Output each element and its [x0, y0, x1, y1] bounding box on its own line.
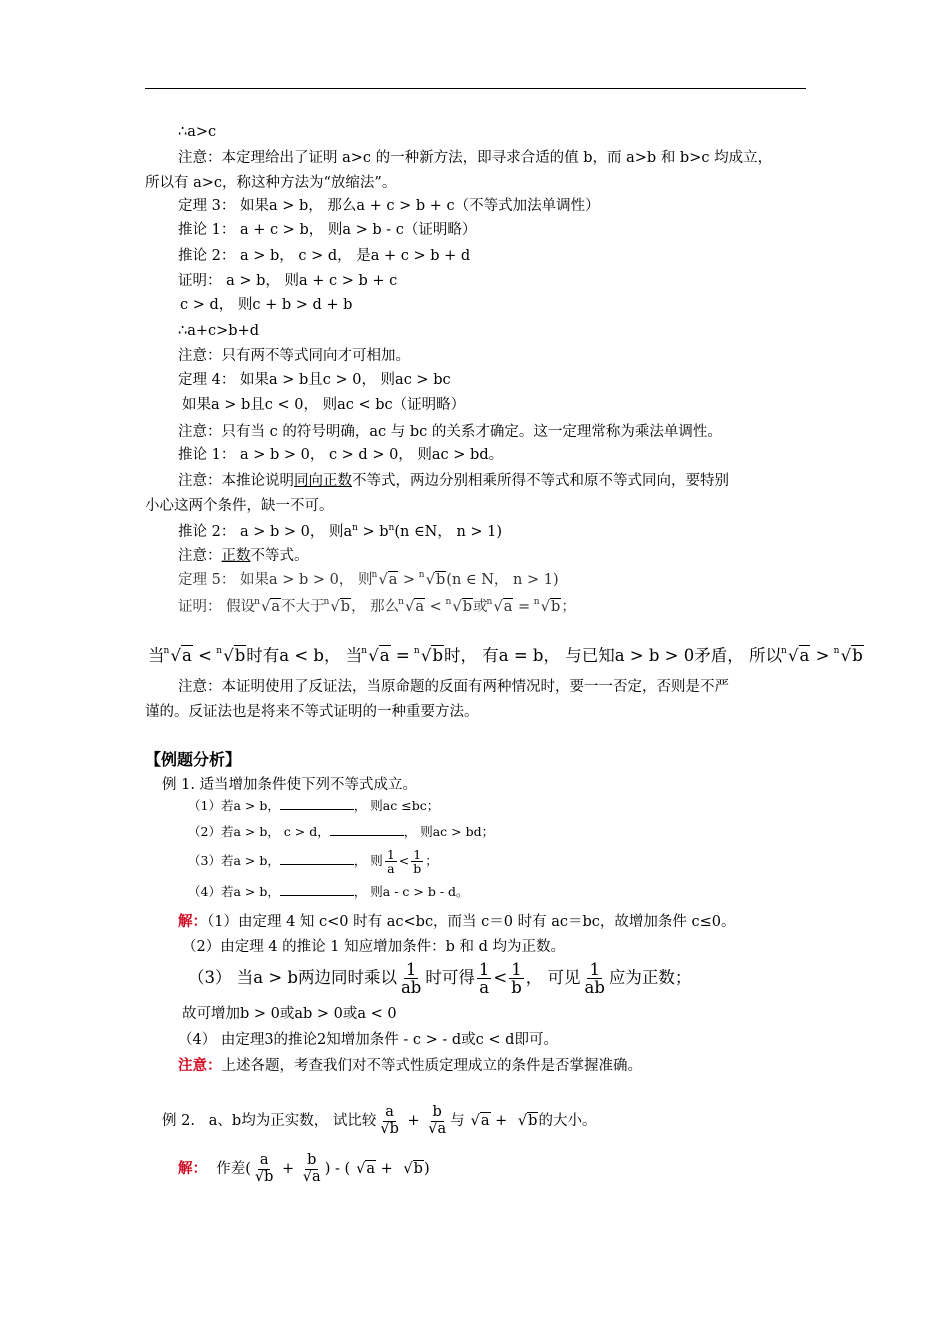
underlined-term: 同向正数	[294, 473, 352, 489]
fraction-b-over-sqrt-a: $\frac{b}{√a}$	[302, 1152, 321, 1185]
text: ；	[425, 853, 438, 868]
note-scaling-2: 所以有 a>c，称这种方法为“放缩法”。	[145, 175, 397, 191]
line-therefore-a-gt-c: ∴a>c	[178, 124, 217, 140]
text: (n ∈ N， n > 1)	[446, 572, 559, 588]
text: )	[423, 1161, 430, 1177]
text: ；	[561, 599, 576, 615]
text: 的大小。	[538, 1113, 597, 1129]
text: 不大于	[281, 599, 325, 615]
theorem-3: 定理 3： 如果a > b， 那么a + c > b + c（不等式加法单调性）	[178, 198, 600, 214]
note-same-direction: 注意：只有两不等式同向才可相加。	[178, 348, 410, 364]
text: =	[513, 599, 535, 615]
fraction-one-over-b: $\frac{1}{b}$	[413, 846, 422, 876]
answer-blank[interactable]	[280, 795, 354, 810]
fraction-a-over-sqrt-b: $\frac{a}{√b}$	[380, 1104, 399, 1137]
nth-root: n √b	[413, 646, 443, 665]
text: 时有a < b， 当	[246, 646, 363, 665]
nth-root: n √b	[418, 570, 446, 588]
sqrt: √b	[403, 1161, 423, 1177]
proof-line-1: 证明： a > b， 则a + c > b + c	[178, 273, 398, 289]
proof-contradiction-line	[148, 646, 864, 666]
sqrt: √b	[517, 1113, 538, 1129]
text: ， 则	[353, 853, 383, 868]
text: ) - (	[324, 1161, 351, 1177]
text: <	[493, 968, 508, 987]
example-1-item-1	[188, 795, 439, 816]
text: （3） 当a > b两边同时乘以	[188, 968, 397, 987]
text: <	[425, 599, 447, 615]
sqrt: √a	[470, 1113, 490, 1129]
text: （1）由定理 4 知 c<0 时有 ac<bc，而当 c＝0 时有 ac＝bc，故增加条件 c≤0。	[207, 914, 736, 930]
text: > b	[357, 523, 389, 540]
corollary-2: 推论 2： a > b， c > d， 是a + c > b + d	[178, 248, 471, 264]
text: 证明： 假设	[178, 599, 256, 615]
theorem-4-corollary-1: 推论 1： a > b > 0， c > d > 0， 则ac > bd。	[178, 447, 504, 463]
solution-3-conclusion: 故可增加b > 0或ab > 0或a < 0	[182, 1006, 397, 1022]
text: 时， 有a = b， 与已知a > b > 0矛盾， 所以	[444, 646, 782, 665]
theorem-4: 定理 4： 如果a > b且c > 0， 则ac > bc	[178, 372, 451, 388]
nth-root: n √b	[833, 646, 863, 665]
nth-root: n √b	[445, 597, 472, 615]
note-sign-of-c: 注意：只有当 c 的符号明确，ac 与 bc 的关系才确定。这一定理常称为乘法单调性。	[178, 424, 722, 440]
solution-label: 解：	[178, 1160, 207, 1177]
text: （2）若a > b， c > d，	[188, 824, 330, 839]
text: <	[398, 853, 410, 868]
text: 时可得	[425, 968, 475, 987]
text: ， 则a - c > b - d。	[353, 884, 469, 899]
corollary-1: 推论 1： a + c > b， 则a > b - c（证明略）	[178, 222, 477, 238]
text: a、b均为正实数， 试比较	[208, 1113, 377, 1129]
text: ， 可见	[525, 968, 581, 987]
note-text: 注意：本推论说明	[178, 473, 294, 489]
fraction-b-over-sqrt-a: $\frac{b}{√a}$	[428, 1104, 447, 1137]
text: 当	[148, 646, 165, 665]
solution-2: （2）由定理 4 的推论 1 知应增加条件：b 和 d 均为正数。	[182, 939, 566, 955]
header-rule	[145, 88, 806, 89]
text: +	[376, 1161, 398, 1177]
note-text: 不等式，两边分别相乘所得不等式和原不等式同向，要特别	[352, 473, 729, 489]
note-positive	[178, 546, 309, 566]
nth-root: n √a	[398, 597, 425, 615]
text: 定理 5： 如果a > b > 0， 则	[178, 572, 373, 588]
text: 作差(	[216, 1161, 251, 1177]
theorem-4-corollary-2	[178, 518, 502, 542]
note-two-conditions: 小心这两个条件，缺一不可。	[145, 498, 334, 514]
note-proof-by-contradiction-2: 谨的。反证法也是将来不等式证明的一种重要方法。	[145, 704, 479, 720]
nth-root: n √b	[533, 597, 561, 615]
nth-root: n √a	[371, 570, 398, 588]
note-scaling-1: 注意：本定理给出了证明 a>c 的一种新方法，即寻求合适的值 b，而 a>b 和 b>c 均成立，	[178, 150, 773, 166]
solution-1	[178, 912, 736, 932]
nth-root: n √a	[254, 597, 281, 615]
proof-line-2: c > d， 则c + b > d + b	[180, 297, 353, 313]
answer-blank[interactable]	[280, 881, 354, 896]
text: >	[398, 572, 420, 588]
nth-root: n √a	[163, 646, 192, 665]
theorem-5-proof	[178, 597, 576, 617]
text: (n ∈N， n > 1)	[394, 523, 503, 540]
example-2	[162, 1098, 596, 1144]
text: ， 那么	[351, 599, 400, 615]
example-1-item-2	[188, 821, 494, 842]
text: +	[402, 1113, 425, 1129]
solution-4: （4） 由定理3的推论2知增加条件 - c > - d或c < d即可。	[178, 1032, 558, 1048]
example-2-solution	[178, 1146, 430, 1192]
answer-blank[interactable]	[330, 821, 404, 836]
nth-root: n √b	[323, 597, 351, 615]
text: 注意：	[178, 548, 222, 564]
nth-root: n √a	[361, 646, 390, 665]
text: <	[192, 646, 218, 665]
example-number: 例 2.	[162, 1113, 195, 1129]
text: （3）若a > b，	[188, 853, 280, 868]
fraction-one-over-a: $\frac{1}{a}$	[478, 959, 490, 997]
fraction-one-over-b: $\frac{1}{b}$	[511, 959, 522, 997]
underlined-term: 正数	[221, 548, 251, 564]
theorem-4-part-2: 如果a > b且c < 0， 则ac < bc（证明略）	[182, 397, 466, 413]
text: =	[390, 646, 415, 665]
nth-root: n √a	[486, 597, 513, 615]
text: （1）若a > b，	[188, 798, 280, 813]
text: >	[810, 646, 835, 665]
fraction-one-over-a: $\frac{1}{a}$	[386, 846, 395, 876]
example-1-item-3	[188, 846, 438, 876]
text: ， 则ac ≤bc；	[353, 798, 440, 813]
text: +	[490, 1113, 512, 1129]
fraction-a-over-sqrt-b: $\frac{a}{√b}$	[254, 1152, 274, 1185]
proof-line-3: ∴a+c>b+d	[178, 323, 260, 339]
solution-label: 解：	[178, 913, 207, 930]
example-1-item-4	[188, 881, 469, 902]
note-label: 注意：	[178, 1057, 222, 1074]
text: 上述各题，考查我们对不等式性质定理成立的条件是否掌握准确。	[221, 1058, 642, 1074]
text: +	[277, 1161, 299, 1177]
nth-root: n √b	[216, 646, 246, 665]
text: ， 则ac > bd；	[403, 824, 495, 839]
answer-blank[interactable]	[280, 850, 354, 865]
text: 或	[473, 599, 488, 615]
text: 不等式。	[250, 548, 309, 564]
exponent: n	[388, 523, 395, 533]
text: 与	[450, 1113, 465, 1129]
exponent: n	[352, 523, 358, 533]
example-1-title: 例 1. 适当增加条件使下列不等式成立。	[162, 777, 418, 793]
sqrt: √a	[356, 1161, 376, 1177]
fraction-one-over-ab: $\frac{1}{ab}$	[400, 959, 422, 997]
solution-3	[188, 958, 691, 998]
nth-root: n √a	[780, 646, 810, 665]
theorem-5	[178, 570, 559, 590]
text: （4）若a > b，	[188, 884, 280, 899]
note-conditions	[178, 1056, 642, 1076]
section-heading-examples: 【例题分析】	[145, 750, 242, 769]
fraction-one-over-ab: $\frac{1}{ab}$	[584, 959, 605, 997]
text: 应为正数；	[608, 968, 692, 987]
note-positive-same-direction	[178, 471, 729, 491]
note-proof-by-contradiction-1: 注意：本证明使用了反证法，当原命题的反面有两种情况时，要一一否定，否则是不严	[178, 679, 729, 695]
text: 推论 2： a > b > 0， 则a	[178, 523, 353, 540]
